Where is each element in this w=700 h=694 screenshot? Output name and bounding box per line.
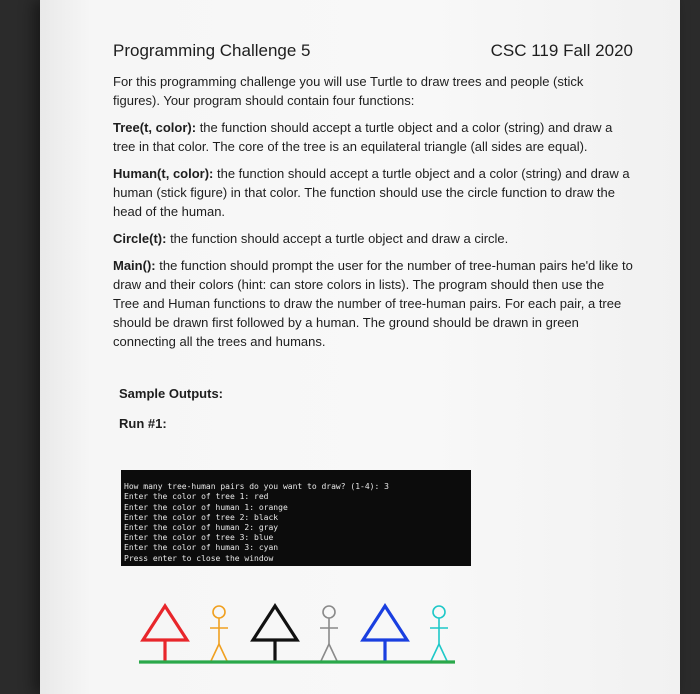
console-line: Press enter to close the window — [124, 553, 274, 563]
console-line: Enter the color of human 1: orange — [124, 502, 288, 512]
main-function-description: the function should prompt the user for the number of tree-human pairs he'd like to draw and their colors (hint: can store colors in lists). The program should then use the Tree and Human functions to draw the number of tree-human pairs. For each pair, a tree should be drawn first followed by a human. The ground should be drawn in green connecting all the trees and humans. — [113, 258, 633, 349]
human-head — [433, 606, 445, 618]
human-right-leg — [329, 644, 337, 661]
course-label: CSC 119 Fall 2020 — [490, 41, 633, 60]
page-title: Programming Challenge 5 — [113, 41, 311, 60]
console-line: Enter the color of tree 1: red — [124, 492, 269, 502]
main-function-name: Main(): — [113, 258, 156, 273]
page-header — [113, 40, 633, 62]
human-function-description: the function should accept a turtle object and a color (string) and draw a human (stick figure) in that color. The function should use the circle function to draw the head of the human. — [113, 166, 630, 219]
human-function-name: Human(t, color): — [113, 166, 214, 181]
tree-canopy — [363, 606, 407, 640]
document-page — [40, 0, 680, 694]
tree-function-paragraph — [113, 118, 633, 156]
document-content — [113, 40, 633, 433]
human-right-leg — [439, 644, 447, 661]
intro-paragraph: For this programming challenge you will use Turtle to draw trees and people (stick figures). Your program should contain four functions: — [113, 74, 584, 108]
console-line: Enter the color of tree 2: black — [124, 512, 279, 522]
human-left-leg — [431, 644, 439, 661]
main-function-paragraph — [113, 256, 633, 351]
tree-function-description: the function should accept a turtle object and a color (string) and draw a tree in that color. The core of the tree is an equilateral triangle (all sides are equal). — [113, 120, 613, 154]
console-output — [121, 470, 471, 566]
console-line: Enter the color of human 3: cyan — [124, 543, 279, 553]
console-line: How many tree-human pairs do you want to draw? (1-4): 3 — [124, 482, 389, 492]
circle-function-paragraph — [113, 229, 633, 248]
human-right-leg — [219, 644, 227, 661]
console-line: Enter the color of tree 3: blue — [124, 533, 274, 543]
human-function-paragraph — [113, 164, 633, 221]
tree-canopy — [253, 606, 297, 640]
human-left-leg — [321, 644, 329, 661]
human-head — [213, 606, 225, 618]
tree-function-name: Tree(t, color): — [113, 120, 197, 135]
circle-function-description: the function should accept a turtle object and draw a circle. — [166, 231, 509, 246]
console-line: Enter the color of human 2: gray — [124, 523, 279, 533]
sample-outputs-heading: Sample Outputs: — [119, 386, 224, 401]
human-left-leg — [211, 644, 219, 661]
tree-canopy — [143, 606, 187, 640]
human-head — [323, 606, 335, 618]
circle-function-name: Circle(t): — [113, 231, 167, 246]
run-heading: Run #1: — [119, 416, 167, 431]
turtle-drawing — [135, 598, 495, 670]
